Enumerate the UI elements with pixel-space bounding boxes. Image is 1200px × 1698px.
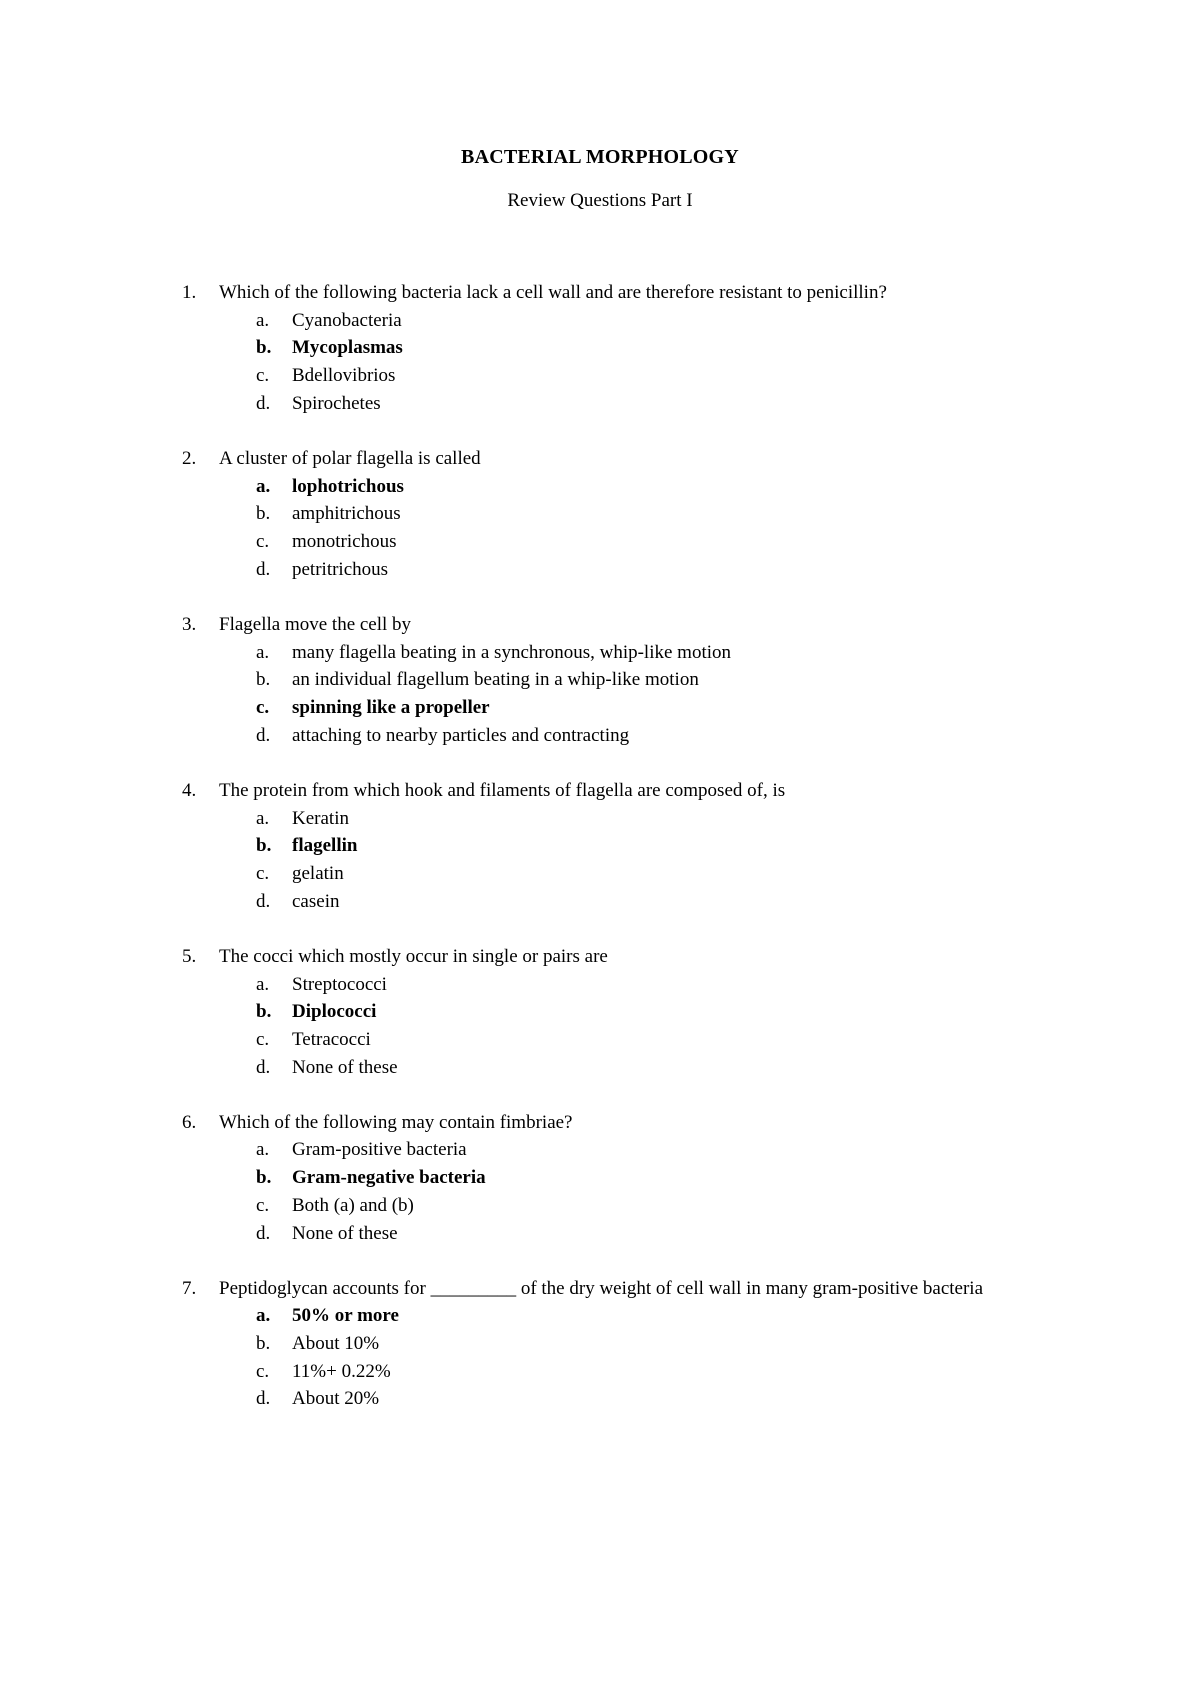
option-letter: c. — [256, 531, 270, 553]
question-3 — [0, 611, 1200, 749]
option-text: attaching to nearby particles and contracting — [292, 724, 630, 746]
option-text: monotrichous — [292, 531, 397, 553]
option-text: casein — [292, 890, 340, 912]
option-letter: b. — [256, 835, 272, 857]
option-text: Diplococci — [292, 1001, 377, 1023]
option-text: Spirochetes — [292, 392, 381, 414]
question-5 — [0, 943, 1200, 1081]
question-stem — [0, 777, 1200, 805]
option-text: Tetracocci — [292, 1028, 371, 1050]
option-letter: a. — [256, 641, 270, 663]
option-b — [0, 666, 1200, 694]
question-number: 1. — [182, 282, 197, 303]
option-letter: a. — [256, 309, 270, 331]
option-letter: b. — [256, 337, 272, 359]
option-text: Both (a) and (b) — [292, 1194, 414, 1216]
option-letter: a. — [256, 973, 270, 995]
option-c — [0, 1026, 1200, 1054]
option-d — [0, 390, 1200, 418]
option-letter: b. — [256, 503, 271, 525]
option-a-answer — [0, 473, 1200, 501]
document-subtitle: Review Questions Part I — [507, 190, 693, 211]
option-b-answer — [0, 998, 1200, 1026]
question-number: 3. — [182, 613, 197, 635]
question-1 — [0, 279, 1200, 417]
option-text: lophotrichous — [292, 475, 404, 497]
option-d — [0, 1220, 1200, 1248]
question-number: 6. — [182, 1111, 197, 1133]
question-text: Which of the following bacteria lack a cell wall and are therefore resistant to penicillin? — [219, 282, 887, 303]
option-a — [0, 805, 1200, 833]
question-text: A cluster of polar flagella is called — [219, 447, 481, 469]
question-text: The cocci which mostly occur in single or pairs are — [219, 945, 608, 967]
option-text: About 20% — [292, 1388, 380, 1410]
option-text: None of these — [292, 1056, 398, 1078]
option-b-answer — [0, 832, 1200, 860]
option-letter: b. — [256, 669, 271, 691]
option-text: Streptococci — [292, 973, 387, 995]
option-letter: c. — [256, 1194, 270, 1216]
option-text: Keratin — [292, 807, 349, 829]
option-b — [0, 500, 1200, 528]
question-text: Flagella move the cell by — [219, 613, 412, 635]
question-stem — [0, 445, 1200, 473]
option-a-answer — [0, 1302, 1200, 1330]
option-letter: a. — [256, 1305, 271, 1327]
option-c — [0, 1358, 1200, 1386]
question-number: 4. — [182, 779, 197, 801]
option-b-answer — [0, 334, 1200, 362]
option-letter: d. — [256, 558, 271, 580]
option-a — [0, 639, 1200, 667]
question-text: Peptidoglycan accounts for _________ of the dry weight of cell wall in many gram-positive bacteria — [219, 1277, 984, 1299]
option-text: Bdellovibrios — [292, 365, 396, 387]
option-text: spinning like a propeller — [292, 696, 490, 718]
option-a — [0, 1136, 1200, 1164]
option-d — [0, 1054, 1200, 1082]
option-letter: c. — [256, 696, 270, 718]
option-text: many flagella beating in a synchronous, whip-like motion — [292, 641, 732, 663]
question-stem — [0, 1109, 1200, 1137]
question-list — [0, 279, 1200, 1441]
option-letter: a. — [256, 475, 271, 497]
option-letter: c. — [256, 1360, 270, 1382]
option-letter: d. — [256, 890, 271, 912]
option-text: gelatin — [292, 862, 344, 884]
question-stem — [0, 943, 1200, 971]
option-letter: d. — [256, 1222, 271, 1244]
option-d — [0, 1385, 1200, 1413]
option-a — [0, 971, 1200, 999]
question-7 — [0, 1275, 1200, 1413]
question-text: The protein from which hook and filaments of flagella are composed of, is — [219, 779, 786, 801]
option-d — [0, 556, 1200, 584]
option-letter: d. — [256, 392, 271, 414]
option-a — [0, 307, 1200, 335]
option-letter: d. — [256, 1388, 271, 1410]
option-letter: b. — [256, 1167, 272, 1189]
option-text: About 10% — [292, 1333, 380, 1355]
option-c — [0, 362, 1200, 390]
option-text: amphitrichous — [292, 503, 401, 525]
option-b — [0, 1330, 1200, 1358]
option-text: 11%+ 0.22% — [292, 1360, 391, 1382]
option-c — [0, 860, 1200, 888]
question-2 — [0, 445, 1200, 583]
option-c — [0, 528, 1200, 556]
question-number: 2. — [182, 447, 197, 469]
option-text: flagellin — [292, 835, 358, 857]
question-stem — [0, 611, 1200, 639]
question-number: 5. — [182, 945, 197, 967]
option-text: Gram-negative bacteria — [292, 1167, 486, 1189]
option-letter: d. — [256, 724, 271, 746]
option-letter: c. — [256, 365, 270, 387]
question-number: 7. — [182, 1277, 197, 1299]
question-stem — [0, 1275, 1200, 1303]
question-text: Which of the following may contain fimbriae? — [219, 1111, 573, 1133]
option-letter: d. — [256, 1056, 271, 1078]
option-b-answer — [0, 1164, 1200, 1192]
document-title: BACTERIAL MORPHOLOGY — [461, 146, 739, 168]
option-letter: c. — [256, 862, 270, 884]
question-4 — [0, 777, 1200, 915]
option-d — [0, 888, 1200, 916]
option-text: 50% or more — [292, 1305, 399, 1327]
option-letter: a. — [256, 1139, 270, 1161]
option-text: Cyanobacteria — [292, 309, 402, 331]
option-letter: c. — [256, 1028, 270, 1050]
option-c — [0, 1192, 1200, 1220]
option-text: Mycoplasmas — [292, 337, 403, 359]
option-text: None of these — [292, 1222, 398, 1244]
option-d — [0, 722, 1200, 750]
option-letter: a. — [256, 807, 270, 829]
option-c-answer — [0, 694, 1200, 722]
option-text: Gram-positive bacteria — [292, 1139, 467, 1161]
question-stem — [0, 279, 1200, 307]
option-text: an individual flagellum beating in a whip-like motion — [292, 669, 699, 691]
option-letter: b. — [256, 1001, 272, 1023]
question-6 — [0, 1109, 1200, 1247]
option-letter: b. — [256, 1333, 271, 1355]
option-text: petritrichous — [292, 558, 389, 580]
